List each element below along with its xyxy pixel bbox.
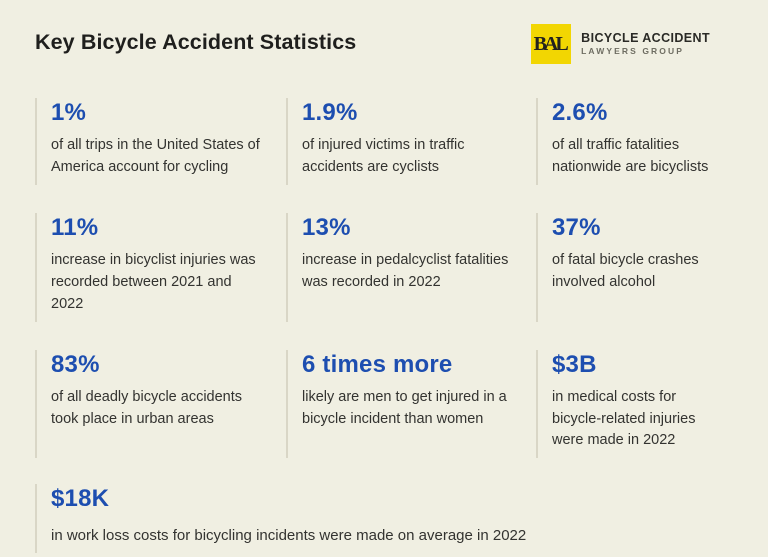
stat-description: of all traffic fatalities nationwide are bicyclists: [552, 137, 709, 176]
stat-card-injured-cyclists: [286, 98, 536, 185]
stat-value: 37%: [552, 213, 601, 241]
stat-description: increase in pedalcyclist fatalities was recorded in 2022: [302, 252, 509, 291]
stat-description: of fatal bicycle crashes involved alcohol: [552, 252, 699, 291]
stat-description: of all trips in the United States of America account for cycling: [51, 137, 260, 176]
brand-name-line1: BICYCLE ACCIDENT: [581, 30, 710, 45]
header: [35, 28, 738, 64]
brand-logo: [531, 24, 710, 64]
stat-value: 2.6%: [552, 99, 608, 126]
stat-value: 1.9%: [302, 99, 358, 126]
stat-value: 6 times more: [302, 350, 453, 378]
brand-name-line2: LAWYERS GROUP: [581, 46, 685, 57]
brand-name: [581, 31, 710, 57]
stats-grid: [35, 98, 738, 458]
stat-card-injury-increase: [35, 213, 286, 322]
stat-card-trips-cycling: [35, 98, 286, 185]
page-title: Key Bicycle Accident Statistics: [35, 30, 357, 54]
stat-description: increase in bicyclist injuries was recorded between 2021 and 2022: [51, 252, 256, 312]
stat-card-medical-costs: [536, 350, 738, 459]
stat-value: 13%: [302, 213, 351, 241]
stat-description: likely are men to get injured in a bicycle incident than women: [302, 388, 507, 427]
stat-card-alcohol-crashes: [536, 213, 738, 322]
stat-value: $18K: [51, 485, 110, 513]
brand-monogram-icon: BAL: [531, 24, 571, 64]
stat-value: $3B: [552, 350, 597, 378]
stat-card-men-vs-women: [286, 350, 536, 459]
stat-card-work-loss-costs: [35, 484, 738, 553]
stat-card-traffic-fatalities: [536, 98, 738, 185]
stat-card-fatality-increase: [286, 213, 536, 322]
stat-description: in medical costs for bicycle-related injuries were made in 2022: [552, 388, 696, 449]
stat-description: of injured victims in traffic accidents are cyclists: [302, 137, 465, 176]
stat-card-urban-accidents: [35, 350, 286, 459]
stat-description: in work loss costs for bicycling incidents were made on average in 2022: [51, 526, 527, 544]
stat-value: 11%: [51, 213, 99, 241]
stat-value: 83%: [51, 350, 100, 378]
stat-value: 1%: [51, 99, 87, 126]
stat-description: of all deadly bicycle accidents took place in urban areas: [51, 388, 243, 427]
